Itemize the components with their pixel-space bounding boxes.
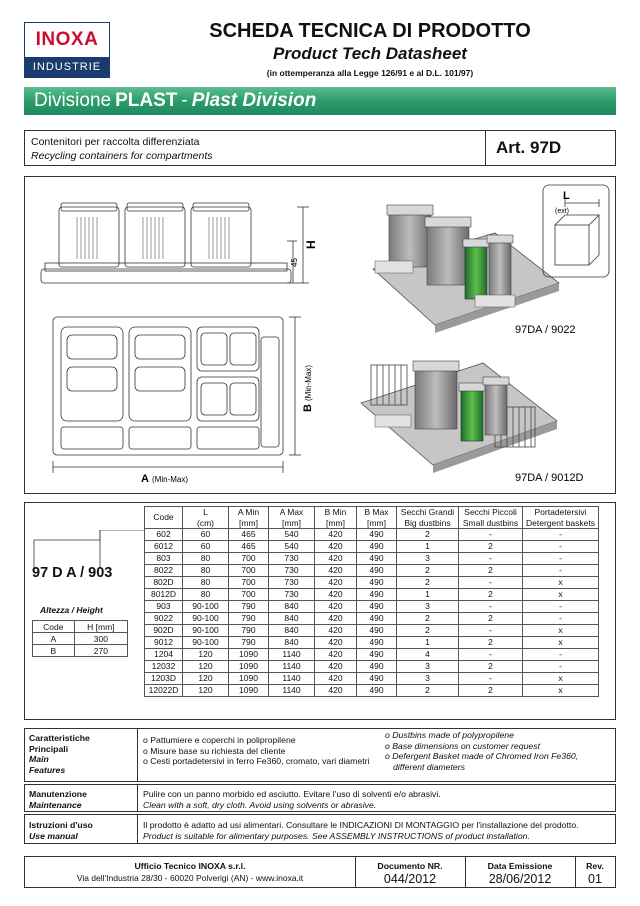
- article-label: Art.: [496, 138, 526, 157]
- table-cell: 420: [315, 565, 357, 577]
- table-cell: 80: [183, 577, 229, 589]
- table-row: [145, 649, 599, 661]
- table-row: [145, 577, 599, 589]
- header-unit: Small dustbins: [462, 517, 519, 528]
- header-unit: Big dustbins: [404, 517, 451, 528]
- cube-dimension-diagram: [543, 185, 609, 277]
- maintenance-label: [29, 789, 87, 810]
- usage-row: [24, 814, 616, 844]
- feature-item: o Cesti portadetersivi in ferro Fe360, cromato, vari diametri: [143, 756, 370, 766]
- product-name-italian: Contenitori per raccolta differenziata: [31, 136, 200, 148]
- table-cell: 1090: [229, 673, 269, 685]
- dim-b-letter: B: [302, 404, 314, 412]
- law-note: (in ottemperanza alla Legge 126/91 e al D.L. 101/97): [266, 68, 474, 78]
- table-cell: -: [459, 553, 523, 565]
- table-header-row: [145, 507, 599, 529]
- table-cell: 490: [357, 625, 397, 637]
- table-cell: 90-100: [183, 613, 229, 625]
- table-cell: 2: [397, 577, 459, 589]
- table-row: [33, 645, 128, 657]
- table-cell: 840: [269, 601, 315, 613]
- table-row: [145, 625, 599, 637]
- table-cell: 120: [183, 673, 229, 685]
- caption-97da-9022: 97DA / 9022: [515, 324, 576, 336]
- footer-rev-label: Rev.: [586, 861, 604, 871]
- table-cell: -: [459, 577, 523, 589]
- table-cell: 730: [269, 589, 315, 601]
- technical-drawing: [25, 177, 615, 493]
- maintenance-italian: Pulire con un panno morbido ed asciutto. Evitare l'uso di solventi e/o abrasivi.: [143, 789, 441, 799]
- footer-address: Via dell'Industria 28/30 - 60020 Polverigi (AN) - www.inoxa.it: [76, 873, 304, 883]
- table-row: [145, 565, 599, 577]
- table-cell: 2: [397, 625, 459, 637]
- alt-header-code: Code: [33, 621, 75, 633]
- col-bmin: [315, 507, 357, 529]
- table-cell: 420: [315, 661, 357, 673]
- model-code: 97 D A / 903: [32, 565, 113, 581]
- table-cell: x: [523, 637, 599, 649]
- table-cell: 700: [229, 589, 269, 601]
- table-cell: 730: [269, 565, 315, 577]
- table-cell: 1204: [145, 649, 183, 661]
- table-cell: -: [523, 661, 599, 673]
- table-cell: 90-100: [183, 637, 229, 649]
- table-cell: -: [459, 625, 523, 637]
- table-cell: 730: [269, 577, 315, 589]
- table-cell: A: [33, 633, 75, 645]
- usage-text: [143, 820, 579, 841]
- table-cell: 790: [229, 601, 269, 613]
- dim-a-letter: A: [141, 473, 149, 485]
- table-cell: -: [523, 565, 599, 577]
- usage-label: [29, 820, 93, 841]
- dim-a-label: [141, 473, 188, 485]
- table-cell: 540: [269, 541, 315, 553]
- table-cell: 1203D: [145, 673, 183, 685]
- table-cell: 803: [145, 553, 183, 565]
- footer-doc-label: Documento NR.: [377, 861, 443, 871]
- table-cell: 270: [74, 645, 127, 657]
- article-number: 97D: [530, 138, 562, 157]
- features-label-it-1: Caratteristiche: [29, 733, 90, 743]
- header-text: Secchi Piccoli: [464, 507, 517, 517]
- table-cell: 80: [183, 565, 229, 577]
- table-cell: 420: [315, 613, 357, 625]
- product-name-english: Recycling containers for compartments: [31, 150, 213, 162]
- technical-drawing-panel: [24, 176, 616, 494]
- header-unit: [mm]: [239, 517, 258, 528]
- table-cell: 840: [269, 637, 315, 649]
- table-cell: 2: [397, 613, 459, 625]
- footer-doc-value: 044/2012: [383, 872, 437, 886]
- division-name: PLAST: [115, 90, 178, 111]
- table-cell: 540: [269, 529, 315, 541]
- header-text: Code: [153, 512, 174, 523]
- divider: [137, 815, 138, 843]
- table-cell: x: [523, 673, 599, 685]
- footer-date: [465, 857, 575, 887]
- table-cell: 9012: [145, 637, 183, 649]
- table-cell: 790: [229, 613, 269, 625]
- product-name-box: [24, 130, 616, 166]
- table-cell: B: [33, 645, 75, 657]
- table-cell: 9022: [145, 613, 183, 625]
- dim-l-note: (ext): [555, 208, 569, 215]
- col-small-dustbins: [459, 507, 523, 529]
- table-row: [33, 633, 128, 645]
- col-bmax: [357, 507, 397, 529]
- table-cell: 60: [183, 529, 229, 541]
- feature-item: o Defergent Basket made of Chromed Iron Fe360,: [385, 751, 579, 761]
- table-cell: 420: [315, 637, 357, 649]
- table-cell: 700: [229, 565, 269, 577]
- maintenance-label-it: Manutenzione: [29, 789, 87, 799]
- feature-item: o Base dimensions on customer request: [385, 740, 541, 751]
- usage-label-en: Use manual: [29, 830, 78, 841]
- table-cell: 490: [357, 637, 397, 649]
- header-text: B Min: [324, 507, 347, 517]
- footer-office: Ufficio Tecnico INOXA s.r.l.: [134, 861, 246, 871]
- table-cell: 490: [357, 601, 397, 613]
- footer-company: [25, 857, 355, 887]
- table-cell: 3: [397, 601, 459, 613]
- col-amin: [229, 507, 269, 529]
- spec-table: [144, 506, 599, 697]
- table-cell: 1: [397, 589, 459, 601]
- header-text: Portadetersivi: [534, 507, 587, 517]
- product-render-9022: [373, 205, 559, 333]
- inoxa-logo: [24, 22, 110, 78]
- table-cell: 90-100: [183, 601, 229, 613]
- division-english: Plast Division: [191, 90, 317, 111]
- alt-title: Altezza / Height: [40, 605, 103, 615]
- table-cell: 8012D: [145, 589, 183, 601]
- maintenance-english: Clean with a soft, dry cloth. Avoid using solvents or abrasive.: [143, 799, 377, 810]
- table-cell: -: [523, 601, 599, 613]
- dim-b-note: (Min-Max): [304, 364, 313, 401]
- product-render-9012d: [361, 361, 557, 473]
- header-unit: [mm]: [282, 517, 301, 528]
- dim-h-label: H: [304, 240, 318, 249]
- table-cell: 80: [183, 589, 229, 601]
- feature-item: different diameters: [393, 761, 465, 772]
- table-cell: 1090: [229, 649, 269, 661]
- table-cell: 903: [145, 601, 183, 613]
- table-cell: 420: [315, 625, 357, 637]
- usage-english: Product is suitable for alimentary purposes. See ASSEMBLY INSTRUCTIONS of product installation.: [143, 830, 530, 841]
- table-row: [145, 637, 599, 649]
- col-detergent-baskets: [523, 507, 599, 529]
- height-table: [32, 620, 128, 657]
- features-label-en-1: Main: [29, 754, 49, 764]
- dim-l-label: L: [563, 190, 570, 202]
- table-cell: 902D: [145, 625, 183, 637]
- table-cell: 1090: [229, 661, 269, 673]
- features-label-en-2: Features: [29, 764, 66, 775]
- table-cell: 2: [459, 637, 523, 649]
- table-cell: -: [459, 529, 523, 541]
- logo-wordmark: INOXA: [35, 29, 99, 50]
- footer: [24, 856, 616, 888]
- table-cell: 6012: [145, 541, 183, 553]
- table-cell: 80: [183, 553, 229, 565]
- footer-date-value: 28/06/2012: [488, 872, 552, 886]
- divider: [137, 729, 138, 781]
- table-cell: 420: [315, 685, 357, 697]
- footer-date-label: Data Emissione: [487, 861, 553, 871]
- maintenance-label-en: Maintenance: [29, 799, 82, 810]
- col-amax: [269, 507, 315, 529]
- header-unit: (cm): [197, 517, 214, 528]
- table-cell: 490: [357, 577, 397, 589]
- features-label-it-2: Principali: [29, 743, 69, 754]
- features-label: [29, 733, 90, 775]
- features-row: [24, 728, 616, 782]
- table-cell: 12032: [145, 661, 183, 673]
- table-row: [145, 661, 599, 673]
- table-row: [145, 541, 599, 553]
- divider: [137, 785, 138, 811]
- header-text: L: [203, 507, 208, 517]
- plan-view: [53, 317, 301, 473]
- footer-rev-value: 01: [588, 872, 602, 886]
- table-cell: -: [459, 673, 523, 685]
- table-cell: 12022D: [145, 685, 183, 697]
- table-cell: 490: [357, 649, 397, 661]
- table-cell: 1090: [229, 685, 269, 697]
- table-cell: 700: [229, 577, 269, 589]
- table-cell: 120: [183, 685, 229, 697]
- table-cell: 420: [315, 673, 357, 685]
- title-english: Product Tech Datasheet: [273, 44, 467, 63]
- table-cell: 490: [357, 661, 397, 673]
- table-cell: 3: [397, 673, 459, 685]
- division-prefix: Divisione: [34, 90, 112, 111]
- table-cell: 790: [229, 625, 269, 637]
- header-text: A Min: [237, 507, 260, 517]
- table-cell: x: [523, 589, 599, 601]
- table-cell: 490: [357, 673, 397, 685]
- table-row: [145, 685, 599, 697]
- table-cell: 420: [315, 529, 357, 541]
- table-cell: 490: [357, 529, 397, 541]
- table-row: [145, 589, 599, 601]
- table-cell: 730: [269, 553, 315, 565]
- usage-label-it: Istruzioni d'uso: [29, 820, 93, 830]
- header-unit: [mm]: [367, 517, 386, 528]
- article-code: [485, 131, 616, 165]
- table-cell: 1140: [269, 661, 315, 673]
- table-row: [145, 673, 599, 685]
- feature-item: o Dustbins made of polypropilene: [385, 730, 514, 740]
- table-cell: x: [523, 577, 599, 589]
- maintenance-text: [143, 789, 441, 810]
- table-cell: 2: [459, 685, 523, 697]
- table-cell: x: [523, 625, 599, 637]
- logo-subtitle: INDUSTRIE: [25, 57, 109, 77]
- header-text: B Max: [364, 507, 389, 517]
- dim-b-label: [302, 365, 314, 412]
- header-unit: Detergent baskets: [526, 517, 595, 528]
- table-cell: -: [523, 613, 599, 625]
- table-cell: 802D: [145, 577, 183, 589]
- table-cell: x: [523, 685, 599, 697]
- table-row: [145, 553, 599, 565]
- table-row: [145, 613, 599, 625]
- table-cell: 490: [357, 553, 397, 565]
- col-code: [145, 507, 183, 529]
- table-cell: 420: [315, 577, 357, 589]
- table-cell: -: [523, 541, 599, 553]
- feature-item: o Pattumiere e coperchi in polipropilene: [143, 735, 296, 745]
- table-row: [145, 529, 599, 541]
- table-cell: 120: [183, 649, 229, 661]
- table-cell: 2: [459, 661, 523, 673]
- table-cell: -: [459, 601, 523, 613]
- usage-italian: Il prodotto è adatto ad usi alimentari. Consultare le INDICAZIONI DI MONTAGGIO per l'installazione del prodotto.: [143, 820, 579, 830]
- table-cell: -: [459, 649, 523, 661]
- spec-table-body: [145, 529, 599, 697]
- table-cell: 2: [397, 565, 459, 577]
- col-l: [183, 507, 229, 529]
- table-cell: 490: [357, 613, 397, 625]
- features-italian: [143, 735, 369, 767]
- table-cell: 2: [459, 541, 523, 553]
- dim-45-label: 45: [290, 258, 299, 267]
- table-cell: 60: [183, 541, 229, 553]
- table-cell: 300: [74, 633, 127, 645]
- table-cell: 2: [397, 529, 459, 541]
- table-cell: 420: [315, 589, 357, 601]
- table-cell: 90-100: [183, 625, 229, 637]
- features-english: [385, 730, 578, 772]
- code-bracket-lines: [30, 530, 144, 570]
- table-cell: 1: [397, 541, 459, 553]
- table-cell: 420: [315, 541, 357, 553]
- col-big-dustbins: [397, 507, 459, 529]
- feature-item: o Misure base su richiesta del cliente: [143, 745, 286, 756]
- table-cell: 120: [183, 661, 229, 673]
- table-cell: 1: [397, 637, 459, 649]
- table-cell: 8022: [145, 565, 183, 577]
- table-cell: 700: [229, 553, 269, 565]
- table-cell: 465: [229, 529, 269, 541]
- division-banner: [24, 87, 616, 115]
- table-cell: 2: [397, 685, 459, 697]
- table-cell: 1140: [269, 685, 315, 697]
- table-cell: 1140: [269, 649, 315, 661]
- division-separator: -: [181, 90, 188, 111]
- table-cell: -: [523, 649, 599, 661]
- table-cell: 4: [397, 649, 459, 661]
- table-cell: 840: [269, 625, 315, 637]
- table-cell: 420: [315, 601, 357, 613]
- table-cell: -: [523, 553, 599, 565]
- header-text: A Max: [279, 507, 304, 517]
- header-text: Secchi Grandi: [400, 507, 455, 517]
- table-cell: 2: [459, 565, 523, 577]
- table-cell: 2: [459, 613, 523, 625]
- table-cell: 3: [397, 553, 459, 565]
- table-row: [145, 601, 599, 613]
- table-cell: 3: [397, 661, 459, 673]
- table-cell: 490: [357, 589, 397, 601]
- table-cell: 2: [459, 589, 523, 601]
- table-cell: 490: [357, 541, 397, 553]
- table-cell: 790: [229, 637, 269, 649]
- maintenance-row: [24, 784, 616, 812]
- table-cell: -: [523, 529, 599, 541]
- table-cell: 840: [269, 613, 315, 625]
- table-cell: 420: [315, 649, 357, 661]
- table-cell: 420: [315, 553, 357, 565]
- table-cell: 602: [145, 529, 183, 541]
- table-row: [33, 621, 128, 633]
- table-cell: 490: [357, 565, 397, 577]
- footer-revision: [575, 857, 615, 887]
- title-italian: SCHEDA TECNICA DI PRODOTTO: [209, 20, 531, 42]
- table-cell: 490: [357, 685, 397, 697]
- alt-header-h: H [mm]: [74, 621, 127, 633]
- header-unit: [mm]: [326, 517, 345, 528]
- dim-a-note: (Min-Max): [152, 475, 189, 484]
- front-elevation: [41, 203, 309, 283]
- table-cell: 1140: [269, 673, 315, 685]
- footer-document: [355, 857, 465, 887]
- table-cell: 465: [229, 541, 269, 553]
- caption-97da-9012d: 97DA / 9012D: [515, 472, 584, 484]
